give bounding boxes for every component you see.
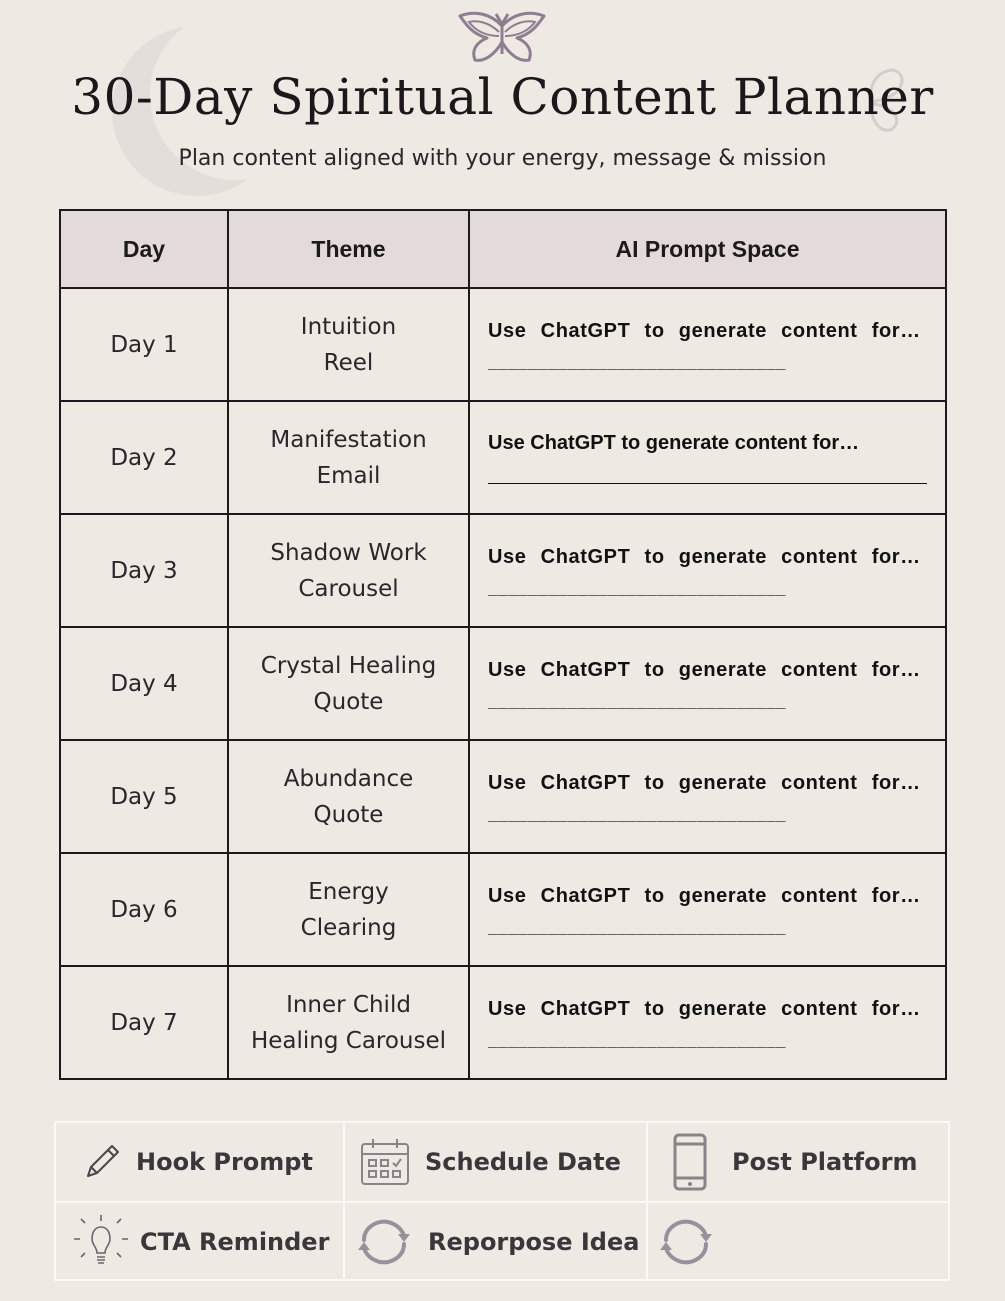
theme-line: Reel — [323, 349, 374, 376]
calendar-icon — [359, 1136, 411, 1188]
prompt-cell[interactable] — [469, 740, 946, 853]
theme-line: Clearing — [300, 914, 397, 941]
day-cell: Day 6 — [60, 853, 228, 966]
page-subtitle: Plan content aligned with your energy, message & mission — [178, 146, 827, 171]
theme-line: Intuition — [300, 313, 397, 340]
theme-cell — [228, 627, 469, 740]
prompt-text: Use ChatGPT to generate content for… — [488, 884, 921, 907]
legend-label: Schedule Date — [425, 1148, 621, 1176]
theme-cell — [228, 514, 469, 627]
table-row — [60, 288, 946, 401]
theme-line: Energy — [308, 878, 389, 905]
phone-icon — [672, 1132, 708, 1192]
prompt-cell[interactable] — [469, 966, 946, 1079]
prompt-cell[interactable] — [469, 627, 946, 740]
prompt-write-line: ______________________________ — [488, 1028, 786, 1048]
theme-line: Shadow Work — [270, 539, 427, 566]
theme-line: Quote — [313, 688, 384, 715]
prompt-write-line: ______________________________ — [488, 350, 786, 370]
legend-item-post-platform — [672, 1123, 917, 1201]
day-cell: Day 1 — [60, 288, 228, 401]
pencil-icon — [82, 1142, 122, 1182]
table-row — [60, 853, 946, 966]
table-header-row — [60, 210, 946, 288]
table-row — [60, 740, 946, 853]
prompt-write-line: ______________________________ — [488, 576, 786, 596]
day-cell: Day 5 — [60, 740, 228, 853]
day-cell: Day 3 — [60, 514, 228, 627]
legend-label: CTA Reminder — [140, 1228, 330, 1256]
theme-cell — [228, 401, 469, 514]
theme-line: Email — [316, 462, 381, 489]
legend-label: Hook Prompt — [136, 1148, 313, 1176]
legend-label: Post Platform — [732, 1148, 918, 1176]
prompt-write-line — [488, 483, 927, 484]
butterfly-icon — [455, 10, 549, 66]
prompt-text: Use ChatGPT to generate content for… — [488, 319, 921, 342]
legend-box — [54, 1121, 950, 1281]
legend-item-cta-reminder — [72, 1203, 329, 1281]
legend-item-hook-prompt — [82, 1123, 313, 1201]
prompt-cell[interactable] — [469, 514, 946, 627]
prompt-write-line: ______________________________ — [488, 689, 786, 709]
prompt-text: Use ChatGPT to generate content for… — [488, 997, 921, 1020]
table-row — [60, 514, 946, 627]
prompt-cell[interactable] — [469, 288, 946, 401]
legend-item-repurpose-idea — [354, 1203, 639, 1281]
prompt-cell[interactable] — [469, 401, 946, 514]
prompt-cell[interactable] — [469, 853, 946, 966]
day-cell: Day 2 — [60, 401, 228, 514]
prompt-write-line: ______________________________ — [488, 802, 786, 822]
theme-cell — [228, 966, 469, 1079]
prompt-text: Use ChatGPT to generate content for… — [488, 771, 921, 794]
theme-line: Manifestation — [270, 426, 427, 453]
legend-item-schedule-date — [359, 1123, 621, 1201]
legend-label: Reporpose Idea — [428, 1228, 640, 1256]
prompt-text: Use ChatGPT to generate content for… — [488, 431, 860, 454]
theme-line: Carousel — [298, 575, 399, 602]
column-header-theme: Theme — [228, 210, 469, 288]
theme-line: Quote — [313, 801, 384, 828]
prompt-write-line: ______________________________ — [488, 915, 786, 935]
theme-cell — [228, 288, 469, 401]
theme-line: Inner Child — [286, 991, 411, 1018]
table-row — [60, 966, 946, 1079]
day-cell: Day 4 — [60, 627, 228, 740]
table-row — [60, 627, 946, 740]
theme-line: Crystal Healing — [260, 652, 437, 679]
theme-cell — [228, 853, 469, 966]
theme-line: Abundance — [283, 765, 414, 792]
theme-line: Healing Carousel — [250, 1027, 447, 1054]
lightbulb-icon — [72, 1213, 130, 1271]
prompt-text: Use ChatGPT to generate content for… — [488, 658, 921, 681]
day-cell: Day 7 — [60, 966, 228, 1079]
legend-item-repurpose-empty — [656, 1203, 730, 1281]
theme-cell — [228, 740, 469, 853]
table-row — [60, 401, 946, 514]
repurpose-icon — [656, 1214, 716, 1270]
column-header-day: Day — [60, 210, 228, 288]
repurpose-icon — [354, 1214, 414, 1270]
prompt-text: Use ChatGPT to generate content for… — [488, 545, 921, 568]
column-header-prompt: AI Prompt Space — [469, 210, 946, 288]
planner-table — [59, 209, 947, 1080]
page-title: 30-Day Spiritual Content Planner — [71, 68, 934, 126]
